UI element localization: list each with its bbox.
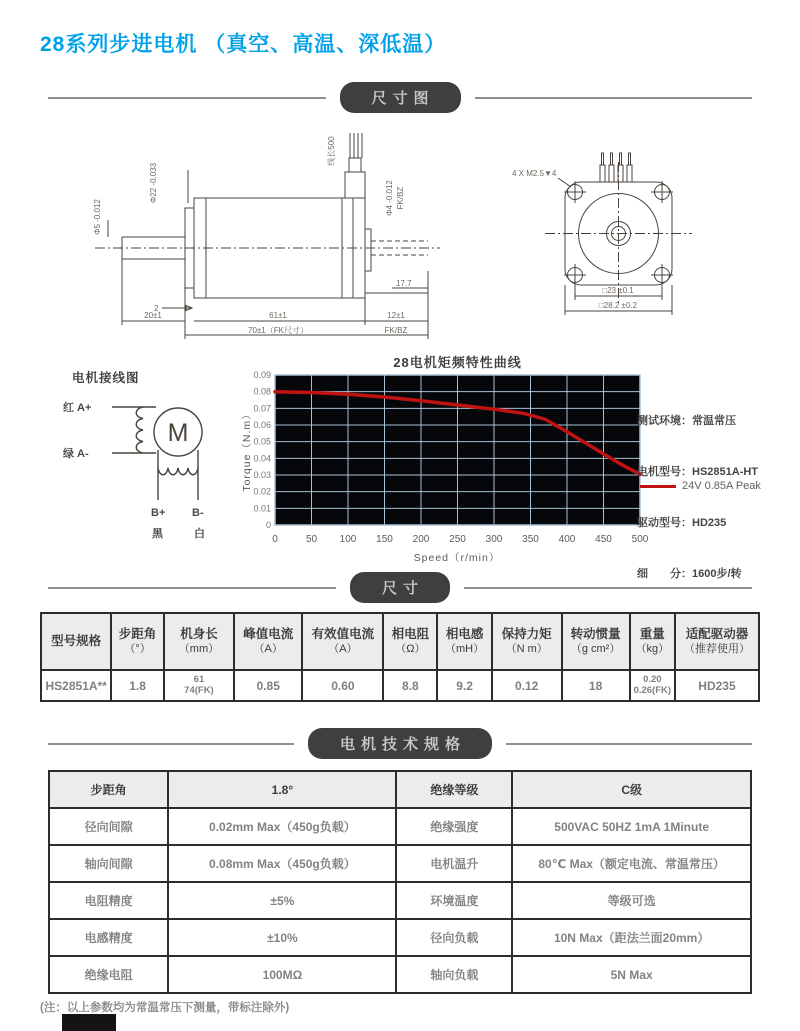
info-line: 测试环境：常温常压 bbox=[637, 415, 736, 427]
chart-title: 28电机矩频特性曲线 bbox=[393, 355, 522, 370]
heading-rule-right bbox=[475, 97, 753, 99]
section-pill-dimension-diagram: 尺寸图 bbox=[340, 82, 461, 113]
y-tick: 0.03 bbox=[253, 470, 271, 480]
tech-value: 等级可选 bbox=[512, 882, 751, 919]
y-tick-labels bbox=[253, 370, 271, 530]
heading-rule-right bbox=[464, 587, 752, 589]
lead-b-minus-label: B- bbox=[192, 507, 204, 519]
spec-col-header: 适配驱动器 （推荐使用） bbox=[675, 613, 759, 670]
heading-rule-left bbox=[48, 587, 336, 589]
y-tick: 0.06 bbox=[253, 420, 271, 430]
tech-value: ±10% bbox=[168, 919, 396, 956]
dim-mount-holes: 4 X M2.5▼4 bbox=[512, 169, 557, 178]
legend-line bbox=[640, 485, 676, 488]
section-heading-dimensions bbox=[48, 572, 752, 603]
spec-cell-driver: HD235 bbox=[675, 670, 759, 701]
lead-b-minus-color: 白 bbox=[194, 528, 205, 540]
spec-table bbox=[40, 612, 760, 702]
y-tick: 0.02 bbox=[253, 486, 271, 497]
x-tick: 200 bbox=[412, 534, 430, 545]
legend-label: 24V 0.85A Peak bbox=[682, 480, 761, 492]
dim-hole-spacing: □23 ±0.1 bbox=[602, 286, 634, 295]
section-pill-tech-specs: 电机技术规格 bbox=[308, 728, 492, 759]
spec-cell: 0.85 bbox=[234, 670, 302, 701]
tech-value: 500VAC 50HZ 1mA 1Minute bbox=[512, 808, 751, 845]
tech-value: C级 bbox=[512, 771, 751, 808]
y-tick: 0 bbox=[265, 520, 271, 530]
dimension-drawings bbox=[40, 125, 800, 355]
tech-value: 5N Max bbox=[512, 956, 751, 993]
info-line: 细 分：1600步/转 bbox=[637, 568, 742, 580]
tech-value: 0.08mm Max（450g负载） bbox=[168, 845, 396, 882]
spec-col-header: 相电感 （mH） bbox=[437, 613, 492, 670]
info-line: 驱动型号：HD235 bbox=[637, 517, 727, 529]
spec-cell: 1.8 bbox=[111, 670, 163, 701]
spec-cell: 61 74(FK) bbox=[164, 670, 234, 701]
tech-label: 径向负载 bbox=[396, 919, 512, 956]
tech-label: 电阻精度 bbox=[49, 882, 168, 919]
dim-rear-shaft-dia: Φ4 -0.012 bbox=[385, 180, 394, 216]
page-corner-bar bbox=[62, 1014, 116, 1031]
chart-legend bbox=[640, 480, 761, 492]
dim-shaft-dia: Φ5 -0.012 bbox=[93, 199, 102, 235]
spec-data-row bbox=[41, 670, 759, 701]
heading-rule-left bbox=[48, 743, 294, 745]
section-heading-dimension-diagram bbox=[48, 82, 752, 113]
x-tick: 400 bbox=[558, 534, 576, 545]
spec-col-header: 有效值电流 （A） bbox=[302, 613, 383, 670]
spec-col-header: 步距角 （°） bbox=[111, 613, 163, 670]
spec-cell: 0.12 bbox=[492, 670, 562, 701]
spec-cell: 0.60 bbox=[302, 670, 383, 701]
tech-label: 电感精度 bbox=[49, 919, 168, 956]
spec-col-header: 转动惯量 （g cm²） bbox=[562, 613, 630, 670]
tech-row bbox=[49, 808, 751, 845]
dim-pilot-dia: Φ22 -0.033 bbox=[149, 162, 158, 204]
x-tick: 300 bbox=[485, 534, 503, 545]
dim-flange-size: □28.2 ±0.2 bbox=[598, 301, 638, 310]
dim-rear-len: 12±1 bbox=[387, 311, 405, 320]
dim-shaft-len: 20±1 bbox=[144, 311, 162, 320]
dim-step: 2 bbox=[154, 304, 159, 313]
y-tick: 0.05 bbox=[253, 436, 271, 447]
motor-symbol: M bbox=[167, 419, 189, 447]
section-heading-tech-specs bbox=[48, 728, 752, 759]
x-tick-labels bbox=[272, 534, 649, 545]
section-pill-dimensions: 尺寸 bbox=[350, 572, 450, 603]
x-axis-label: Speed（r/min） bbox=[413, 552, 501, 564]
spec-col-header: 机身长 （mm） bbox=[164, 613, 234, 670]
x-tick: 250 bbox=[449, 534, 466, 545]
tech-label: 轴向间隙 bbox=[49, 845, 168, 882]
spec-cell: 18 bbox=[562, 670, 630, 701]
tech-label: 绝缘电阻 bbox=[49, 956, 168, 993]
dim-body-len: 61±1 bbox=[269, 311, 287, 320]
y-tick: 0.09 bbox=[253, 370, 271, 380]
chart-plot bbox=[240, 370, 665, 565]
tech-value: 0.02mm Max（450g负载） bbox=[168, 808, 396, 845]
wiring-title: 电机接线图 bbox=[72, 371, 140, 385]
x-tick: 100 bbox=[339, 534, 357, 545]
tech-spec-table bbox=[48, 770, 752, 994]
spec-col-header: 保持力矩 （N m） bbox=[492, 613, 562, 670]
tech-value: 1.8° bbox=[168, 771, 396, 808]
tech-row bbox=[49, 882, 751, 919]
heading-rule-right bbox=[506, 743, 752, 745]
heading-rule-left bbox=[48, 97, 326, 99]
tech-label: 轴向负载 bbox=[396, 956, 512, 993]
x-tick: 50 bbox=[305, 534, 318, 545]
lead-b-plus-color: 黑 bbox=[152, 528, 163, 540]
dim-rear-shaft-tag: FK/BZ bbox=[396, 186, 405, 210]
spec-col-header: 型号规格 bbox=[41, 613, 111, 670]
dim-boss-len: 17.7 bbox=[396, 279, 412, 288]
y-tick: 0.04 bbox=[253, 453, 271, 464]
tech-label: 步距角 bbox=[49, 771, 168, 808]
tech-label: 绝缘等级 bbox=[396, 771, 512, 808]
y-tick: 0.08 bbox=[253, 386, 271, 397]
torque-chart bbox=[240, 352, 665, 564]
info-line: 电机型号：HS2851A-HT bbox=[637, 466, 759, 478]
tech-row bbox=[49, 956, 751, 993]
side-view-drawing bbox=[93, 133, 440, 339]
spec-col-header: 峰值电流 （A） bbox=[234, 613, 302, 670]
tech-row bbox=[49, 771, 751, 808]
lead-a-plus-label: 红 A+ bbox=[63, 402, 92, 414]
dim-body-len-fk: 70±1（FK尺寸） bbox=[248, 326, 308, 335]
x-tick: 450 bbox=[595, 534, 612, 545]
footnote: (注：以上参数均为常温常压下测量，带标注除外) bbox=[40, 1002, 290, 1014]
x-tick: 0 bbox=[272, 534, 278, 545]
spec-header-row bbox=[41, 613, 759, 670]
tech-value: 80℃ Max（额定电流、常温常压） bbox=[512, 845, 751, 882]
tech-value: 100MΩ bbox=[168, 956, 396, 993]
lead-a-minus-label: 绿 A- bbox=[63, 448, 89, 460]
tech-row bbox=[49, 845, 751, 882]
spec-cell: 0.20 0.26(FK) bbox=[630, 670, 675, 701]
dim-wire-length: 线长500 bbox=[327, 136, 336, 166]
tech-label: 电机温升 bbox=[396, 845, 512, 882]
dim-rear-len-tag: FK/BZ bbox=[384, 326, 408, 335]
spec-cell: 9.2 bbox=[437, 670, 492, 701]
lead-b-plus-label: B+ bbox=[151, 507, 166, 519]
tech-label: 径向间隙 bbox=[49, 808, 168, 845]
tech-value: 10N Max（距法兰面20mm） bbox=[512, 919, 751, 956]
spec-cell-model: HS2851A** bbox=[41, 670, 111, 701]
spec-cell: 8.8 bbox=[383, 670, 437, 701]
x-tick: 150 bbox=[376, 534, 393, 545]
tech-label: 环境温度 bbox=[396, 882, 512, 919]
x-tick: 350 bbox=[522, 534, 539, 545]
wiring-diagram bbox=[55, 360, 255, 545]
tech-row bbox=[49, 919, 751, 956]
tech-value: ±5% bbox=[168, 882, 396, 919]
front-view-drawing bbox=[512, 153, 692, 315]
y-tick: 0.07 bbox=[253, 403, 271, 414]
y-axis-label: Torque（N.m） bbox=[241, 408, 253, 492]
tech-label: 绝缘强度 bbox=[396, 808, 512, 845]
spec-col-header: 重量 （kg） bbox=[630, 613, 675, 670]
y-tick: 0.01 bbox=[253, 503, 271, 514]
spec-col-header: 相电阻 （Ω） bbox=[383, 613, 437, 670]
x-tick: 500 bbox=[631, 534, 649, 545]
page-title: 28系列步进电机 （真空、高温、深低温） bbox=[40, 33, 447, 56]
